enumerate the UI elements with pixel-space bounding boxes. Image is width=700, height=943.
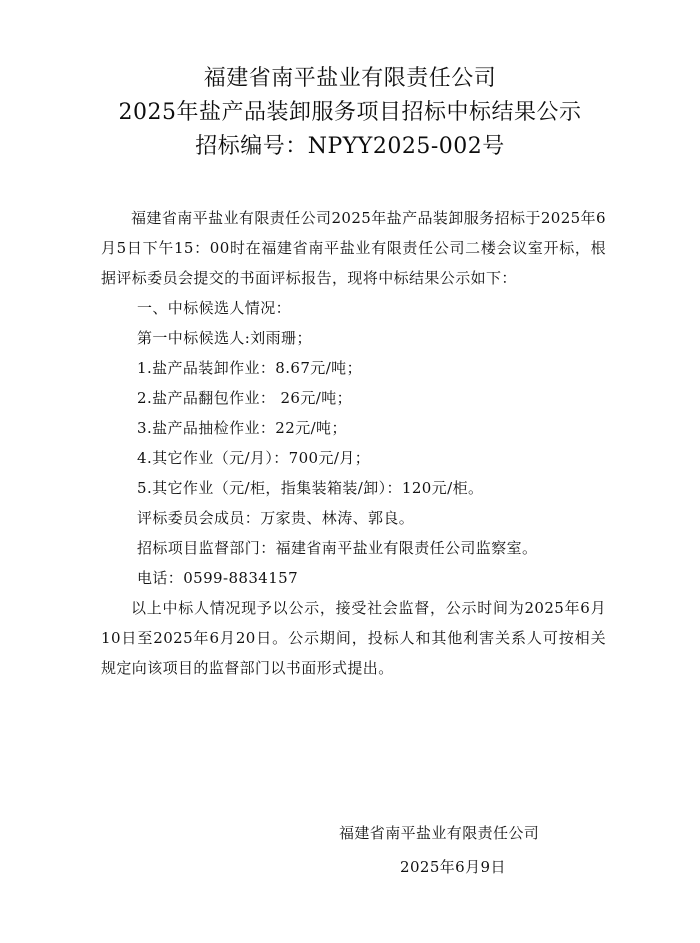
section-heading: 一、中标候选人情况： [137, 299, 292, 317]
price-item: 4.其它作业（元/月）：700元/月； [137, 449, 371, 467]
committee-members: 评标委员会成员：万家贵、林涛、郭良。 [137, 509, 415, 527]
signature-date: 2025年6月9日 [400, 858, 506, 876]
price-item: 3.盐产品抽检作业：22元/吨； [137, 419, 347, 437]
tender-number: 招标编号：NPYY2025-002号 [195, 134, 505, 159]
notice-title: 2025年盐产品装卸服务项目招标中标结果公示 [118, 100, 582, 125]
first-candidate: 第一中标候选人:刘雨珊； [137, 329, 312, 347]
signature-company: 福建省南平盐业有限责任公司 [339, 824, 540, 842]
company-title: 福建省南平盐业有限责任公司 [203, 66, 497, 91]
contact-phone: 电话：0599-8834157 [137, 569, 299, 587]
intro-paragraph: 福建省南平盐业有限责任公司2025年盐产品装卸服务招标于2025年6月5日下午15：00时在福建省南平盐业有限责任公司二楼会议室开标，根据评标委员会提交的书面评标报告，现将中标结果公示如下： [101, 209, 606, 287]
document-body [101, 203, 606, 683]
closing-paragraph: 以上中标人情况现予以公示，接受社会监督，公示时间为2025年6月10日至2025年6月20日。公示期间，投标人和其他利害关系人可按相关规定向该项目的监督部门以书面形式提出。 [101, 599, 606, 677]
document-header [0, 62, 700, 164]
price-item: 2.盐产品翻包作业： 26元/吨； [137, 389, 353, 407]
supervising-department: 招标项目监督部门：福建省南平盐业有限责任公司监察室。 [137, 539, 538, 557]
price-item: 1.盐产品装卸作业：8.67元/吨； [137, 359, 362, 377]
price-item: 5.其它作业（元/柜，指集装箱装/卸）：120元/柜。 [137, 479, 484, 497]
